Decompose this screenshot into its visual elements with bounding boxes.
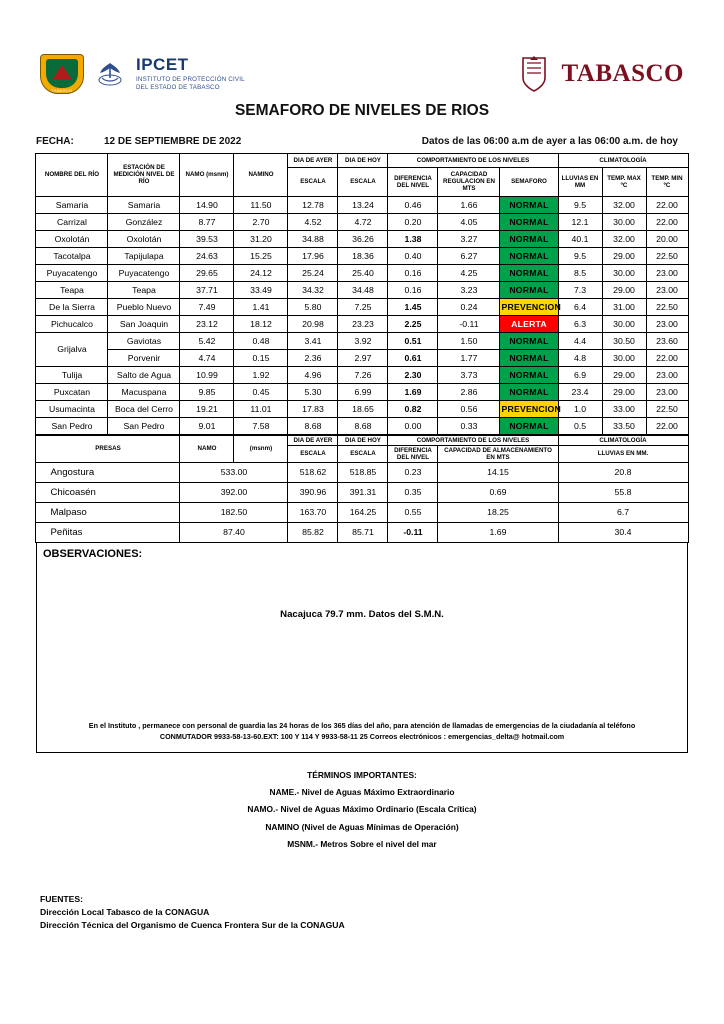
cell-diferencia: 1.38	[388, 230, 438, 247]
cell-escala-ayer: 2.36	[288, 349, 338, 366]
cell-rio: Usumacinta	[36, 400, 108, 417]
cell-namino: 0.48	[234, 332, 288, 349]
term-item: NAMO.- Nivel de Aguas Máximo Ordinario (Escala Crítica)	[247, 804, 477, 815]
shield-label: TABASCO	[51, 88, 73, 93]
cell-capacidad: 0.33	[438, 417, 500, 434]
table-row	[36, 462, 688, 482]
ipcet-acronym: IPCET	[136, 54, 189, 74]
cell-presa: Angostura	[36, 462, 180, 482]
cell-escala-ayer: 17.83	[288, 400, 338, 417]
cell-presa-diferencia: -0.11	[388, 522, 438, 542]
term-item: MSNM.- Metros Sobre el nivel del mar	[287, 838, 437, 849]
status-badge: NORMAL	[500, 417, 558, 434]
cell-estacion: Pueblo Nuevo	[108, 298, 180, 315]
table-row	[36, 264, 688, 281]
cell-diferencia: 0.82	[388, 400, 438, 417]
cell-presa-capacidad: 1.69	[438, 522, 558, 542]
cell-escala-ayer: 25.24	[288, 264, 338, 281]
cell-tempmax: 31.00	[602, 298, 646, 315]
cell-escala-ayer: 34.88	[288, 230, 338, 247]
cell-capacidad: 3.73	[438, 366, 500, 383]
source-line: Dirección Local Tabasco de la CONAGUA	[40, 906, 210, 917]
cell-namino: 0.15	[234, 349, 288, 366]
col-tempmin: TEMP. MIN ºC	[646, 168, 688, 196]
cell-tempmax: 32.00	[602, 196, 646, 213]
tabasco-logo-block	[517, 54, 684, 94]
table-row	[36, 247, 688, 264]
status-badge: NORMAL	[500, 366, 558, 383]
cell-lluvias: 4.4	[558, 332, 602, 349]
cell-rio: Pichucalco	[36, 315, 108, 332]
cell-diferencia: 0.40	[388, 247, 438, 264]
cell-tempmin: 23.00	[646, 383, 688, 400]
presas-group-dia-ayer: DIA DE AYER	[288, 435, 338, 445]
cell-presa-escala-hoy: 391.31	[338, 482, 388, 502]
cell-capacidad: 6.27	[438, 247, 500, 264]
rivers-table	[35, 153, 688, 435]
cell-escala-ayer: 4.96	[288, 366, 338, 383]
cell-presa-escala-hoy: 85.71	[338, 522, 388, 542]
cell-presa-capacidad: 0.69	[438, 482, 558, 502]
cell-tempmax: 33.50	[602, 417, 646, 434]
cell-diferencia: 2.30	[388, 366, 438, 383]
cell-presa-diferencia: 0.23	[388, 462, 438, 482]
cell-tempmin: 23.60	[646, 332, 688, 349]
cell-presa-escala-ayer: 163.70	[288, 502, 338, 522]
status-badge: NORMAL	[500, 332, 558, 349]
cell-escala-ayer: 3.41	[288, 332, 338, 349]
cell-tempmax: 29.00	[602, 247, 646, 264]
cell-presa-capacidad: 14.15	[438, 462, 558, 482]
cell-diferencia: 1.69	[388, 383, 438, 400]
cell-escala-ayer: 17.96	[288, 247, 338, 264]
cell-namo: 29.65	[180, 264, 234, 281]
cell-rio: Teapa	[36, 281, 108, 298]
presas-group-climatologia: CLIMATOLOGÍA	[558, 435, 688, 445]
cell-estacion: Samaria	[108, 196, 180, 213]
source-line: Dirección Técnica del Organismo de Cuenca Frontera Sur de la CONAGUA	[40, 919, 345, 930]
col-rio: NOMBRE DEL RÍO	[36, 154, 108, 197]
ipcet-shield-icon	[40, 54, 84, 94]
meta-row	[0, 120, 724, 153]
cell-escala-hoy: 4.72	[338, 213, 388, 230]
group-dia-ayer: DIA DE AYER	[288, 154, 338, 168]
cell-tempmin: 22.00	[646, 417, 688, 434]
cell-diferencia: 0.46	[388, 196, 438, 213]
cell-tempmax: 33.00	[602, 400, 646, 417]
cell-namino: 11.01	[234, 400, 288, 417]
cell-namino: 24.12	[234, 264, 288, 281]
group-comportamiento: COMPORTAMIENTO DE LOS NIVELES	[388, 154, 558, 168]
cell-diferencia: 0.16	[388, 264, 438, 281]
cell-lluvias: 1.0	[558, 400, 602, 417]
table-row	[36, 366, 688, 383]
cell-capacidad: 3.23	[438, 281, 500, 298]
observations-footer-line2: CONMUTADOR 9933-58-13-60.EXT: 100 Y 114 Y 9933-58-11 25 Correos electrónicos : emergencias_delta@ hotmail.com	[159, 731, 565, 741]
presas-table	[35, 435, 688, 543]
cell-capacidad: 2.86	[438, 383, 500, 400]
cell-capacidad: 4.25	[438, 264, 500, 281]
cell-presa-namo: 182.50	[180, 502, 288, 522]
cell-escala-ayer: 5.80	[288, 298, 338, 315]
cell-tempmin: 22.00	[646, 349, 688, 366]
observations-box	[36, 543, 688, 753]
cell-lluvias: 9.5	[558, 247, 602, 264]
mexico-eagle-icon	[92, 54, 128, 94]
cell-namino: 7.58	[234, 417, 288, 434]
table-row	[36, 482, 688, 502]
cell-rio: San Pedro	[36, 417, 108, 434]
cell-diferencia: 2.25	[388, 315, 438, 332]
cell-estacion: San Joaquin	[108, 315, 180, 332]
cell-presa-namo: 533.00	[180, 462, 288, 482]
cell-escala-hoy: 34.48	[338, 281, 388, 298]
cell-namo: 23.12	[180, 315, 234, 332]
observations-note: Nacajuca 79.7 mm. Datos del S.M.N.	[280, 608, 444, 620]
cell-estacion: Porvenir	[108, 349, 180, 366]
cell-escala-hoy: 7.26	[338, 366, 388, 383]
cell-presa: Malpaso	[36, 502, 180, 522]
cell-escala-hoy: 23.23	[338, 315, 388, 332]
cell-presa-lluvias: 30.4	[558, 522, 688, 542]
presas-group-comportamiento: COMPORTAMIENTO DE LOS NIVELES	[388, 435, 558, 445]
cell-escala-ayer: 12.78	[288, 196, 338, 213]
cell-rio: Grijalva	[36, 332, 108, 366]
cell-namo: 8.77	[180, 213, 234, 230]
cell-escala-hoy: 2.97	[338, 349, 388, 366]
ipcet-line2: DEL ESTADO DE TABASCO	[136, 84, 220, 91]
cell-escala-hoy: 7.25	[338, 298, 388, 315]
cell-lluvias: 12.1	[558, 213, 602, 230]
cell-namo: 9.85	[180, 383, 234, 400]
rivers-group-header-row	[36, 154, 688, 168]
cell-estacion: Macuspana	[108, 383, 180, 400]
cell-presa-capacidad: 18.25	[438, 502, 558, 522]
cell-namino: 1.92	[234, 366, 288, 383]
cell-escala-hoy: 3.92	[338, 332, 388, 349]
table-row	[36, 400, 688, 417]
cell-lluvias: 4.8	[558, 349, 602, 366]
table-row	[36, 196, 688, 213]
term-item: NAME.- Nivel de Aguas Máximo Extraordinario	[269, 787, 455, 798]
ipcet-text-block	[136, 56, 245, 93]
cell-tempmax: 30.00	[602, 264, 646, 281]
terms-block	[36, 767, 688, 853]
table-row	[36, 383, 688, 400]
cell-lluvias: 9.5	[558, 196, 602, 213]
cell-namino: 33.49	[234, 281, 288, 298]
cell-capacidad: 3.27	[438, 230, 500, 247]
tabasco-crest-icon	[517, 54, 551, 94]
presas-group-dia-hoy: DIA DE HOY	[338, 435, 388, 445]
col-lluvias: LLUVIAS EN MM	[558, 168, 602, 196]
cell-presa: Peñitas	[36, 522, 180, 542]
presas-col-escala-hoy: ESCALA	[338, 445, 388, 462]
status-badge: NORMAL	[500, 196, 558, 213]
cell-namino: 11.50	[234, 196, 288, 213]
cell-estacion: Tapijulapa	[108, 247, 180, 264]
cell-estacion: Oxolotán	[108, 230, 180, 247]
sources-block	[36, 893, 688, 932]
presas-col-capacidad: CAPACIDAD DE ALMACENAMIENTO EN MTS	[438, 445, 558, 462]
cell-escala-ayer: 4.52	[288, 213, 338, 230]
page-title: SEMAFORO DE NIVELES DE RIOS	[234, 102, 490, 119]
status-badge: PREVENCION	[500, 400, 558, 417]
cell-namo: 19.21	[180, 400, 234, 417]
cell-tempmin: 22.00	[646, 196, 688, 213]
observations-title: OBSERVACIONES:	[43, 547, 143, 560]
col-namo: NAMO (msnm)	[180, 154, 234, 197]
cell-namo: 37.71	[180, 281, 234, 298]
presas-group-header-row	[36, 435, 688, 445]
cell-lluvias: 40.1	[558, 230, 602, 247]
cell-lluvias: 6.9	[558, 366, 602, 383]
cell-estacion: Teapa	[108, 281, 180, 298]
cell-tempmin: 22.00	[646, 213, 688, 230]
cell-escala-hoy: 18.36	[338, 247, 388, 264]
group-climatologia: CLIMATOLOGÍA	[558, 154, 688, 168]
cell-presa-escala-ayer: 518.62	[288, 462, 338, 482]
cell-tempmin: 23.00	[646, 315, 688, 332]
cell-namo: 10.99	[180, 366, 234, 383]
cell-lluvias: 6.4	[558, 298, 602, 315]
cell-escala-hoy: 25.40	[338, 264, 388, 281]
cell-rio: Puyacatengo	[36, 264, 108, 281]
table-row	[36, 332, 688, 349]
col-escala-ayer: ESCALA	[288, 168, 338, 196]
cell-tempmin: 23.00	[646, 264, 688, 281]
cell-escala-hoy: 8.68	[338, 417, 388, 434]
cell-tempmax: 30.00	[602, 349, 646, 366]
table-row	[36, 502, 688, 522]
cell-capacidad: -0.11	[438, 315, 500, 332]
status-badge: PREVENCION	[500, 298, 558, 315]
cell-presa-lluvias: 55.8	[558, 482, 688, 502]
presas-col-diferencia: DIFERENCIA DEL NIVEL	[388, 445, 438, 462]
ipcet-logo-block	[40, 54, 245, 94]
col-tempmax: TEMP. MAX ºC	[602, 168, 646, 196]
table-row	[36, 298, 688, 315]
sources-heading: FUENTES:	[40, 893, 83, 904]
cell-diferencia: 0.61	[388, 349, 438, 366]
cell-presa-namo: 87.40	[180, 522, 288, 542]
cell-capacidad: 0.24	[438, 298, 500, 315]
cell-namino: 31.20	[234, 230, 288, 247]
cell-lluvias: 0.5	[558, 417, 602, 434]
table-row	[36, 230, 688, 247]
cell-estacion: Gaviotas	[108, 332, 180, 349]
table-row	[36, 213, 688, 230]
cell-capacidad: 0.56	[438, 400, 500, 417]
cell-presa-escala-ayer: 85.82	[288, 522, 338, 542]
cell-estacion: Boca del Cerro	[108, 400, 180, 417]
status-badge: ALERTA	[500, 315, 558, 332]
cell-namino: 18.12	[234, 315, 288, 332]
cell-tempmax: 29.00	[602, 383, 646, 400]
cell-namo: 7.49	[180, 298, 234, 315]
cell-presa-escala-hoy: 164.25	[338, 502, 388, 522]
cell-namo: 39.53	[180, 230, 234, 247]
status-badge: NORMAL	[500, 264, 558, 281]
col-capacidad: CAPACIDAD REGULACION EN MTS	[438, 168, 500, 196]
status-badge: NORMAL	[500, 281, 558, 298]
cell-presa-diferencia: 0.55	[388, 502, 438, 522]
cell-presa-escala-ayer: 390.96	[288, 482, 338, 502]
cell-tempmin: 22.50	[646, 400, 688, 417]
cell-namo: 24.63	[180, 247, 234, 264]
status-badge: NORMAL	[500, 230, 558, 247]
status-badge: NORMAL	[500, 213, 558, 230]
cell-namo: 14.90	[180, 196, 234, 213]
cell-rio: Carrizal	[36, 213, 108, 230]
status-badge: NORMAL	[500, 349, 558, 366]
status-badge: NORMAL	[500, 383, 558, 400]
presas-col-lluvias: LLUVIAS EN MM.	[558, 445, 688, 462]
cell-namo: 5.42	[180, 332, 234, 349]
cell-diferencia: 0.16	[388, 281, 438, 298]
col-namino: NAMINO	[234, 154, 288, 197]
observations-footer	[37, 720, 687, 742]
cell-capacidad: 1.77	[438, 349, 500, 366]
col-estacion: ESTACIÓN DE MEDICIÓN NIVEL DE RÍO	[108, 154, 180, 197]
cell-escala-ayer: 5.30	[288, 383, 338, 400]
cell-presa: Chicoasén	[36, 482, 180, 502]
cell-lluvias: 8.5	[558, 264, 602, 281]
document-header	[0, 0, 724, 93]
cell-diferencia: 1.45	[388, 298, 438, 315]
cell-escala-ayer: 20.98	[288, 315, 338, 332]
cell-escala-hoy: 6.99	[338, 383, 388, 400]
cell-tempmax: 30.50	[602, 332, 646, 349]
col-diferencia: DIFERENCIA DEL NIVEL	[388, 168, 438, 196]
cell-escala-hoy: 13.24	[338, 196, 388, 213]
fecha-label: FECHA:	[36, 136, 74, 147]
cell-diferencia: 0.20	[388, 213, 438, 230]
group-dia-hoy: DIA DE HOY	[338, 154, 388, 168]
cell-tempmax: 29.00	[602, 281, 646, 298]
cell-escala-hoy: 36.26	[338, 230, 388, 247]
presas-msnm-label: (msnm)	[234, 435, 288, 462]
cell-estacion: González	[108, 213, 180, 230]
cell-presa-diferencia: 0.35	[388, 482, 438, 502]
cell-escala-ayer: 8.68	[288, 417, 338, 434]
cell-tempmin: 22.50	[646, 298, 688, 315]
ipcet-line1: INSTITUTO DE PROTECCIÓN CIVIL	[136, 75, 245, 83]
cell-namino: 1.41	[234, 298, 288, 315]
cell-rio: Tacotalpa	[36, 247, 108, 264]
cell-capacidad: 4.05	[438, 213, 500, 230]
cell-lluvias: 23.4	[558, 383, 602, 400]
tabasco-wordmark: TABASCO	[561, 60, 684, 87]
cell-lluvias: 6.3	[558, 315, 602, 332]
table-row	[36, 522, 688, 542]
cell-tempmax: 30.00	[602, 315, 646, 332]
cell-escala-hoy: 18.65	[338, 400, 388, 417]
status-badge: NORMAL	[500, 247, 558, 264]
cell-namino: 15.25	[234, 247, 288, 264]
cell-presa-escala-hoy: 518.85	[338, 462, 388, 482]
table-row	[36, 349, 688, 366]
cell-tempmax: 32.00	[602, 230, 646, 247]
presas-col-escala-ayer: ESCALA	[288, 445, 338, 462]
cell-tempmax: 30.00	[602, 213, 646, 230]
term-item: NAMINO (Nivel de Aguas Mínimas de Operación)	[265, 821, 459, 832]
cell-presa-lluvias: 6.7	[558, 502, 688, 522]
presas-namo-label: NAMO	[180, 435, 234, 462]
cell-rio: Puxcatan	[36, 383, 108, 400]
cell-tempmax: 29.00	[602, 366, 646, 383]
presas-title: PRESAS	[36, 435, 180, 462]
cell-diferencia: 0.51	[388, 332, 438, 349]
cell-presa-lluvias: 20.8	[558, 462, 688, 482]
cell-namo: 9.01	[180, 417, 234, 434]
cell-rio: Oxolotán	[36, 230, 108, 247]
cell-tempmin: 20.00	[646, 230, 688, 247]
cell-rio: De la Sierra	[36, 298, 108, 315]
cell-tempmin: 23.00	[646, 281, 688, 298]
cell-estacion: San Pedro	[108, 417, 180, 434]
fecha-value: 12 DE SEPTIEMBRE DE 2022	[104, 136, 242, 147]
cell-namino: 0.45	[234, 383, 288, 400]
cell-capacidad: 1.66	[438, 196, 500, 213]
cell-rio: Samaria	[36, 196, 108, 213]
col-escala-hoy: ESCALA	[338, 168, 388, 196]
table-row	[36, 281, 688, 298]
cell-rio: Tulija	[36, 366, 108, 383]
table-row	[36, 315, 688, 332]
cell-namino: 2.70	[234, 213, 288, 230]
observations-footer-line1: En el Instituto , permanece con personal de guardia las 24 horas de los 365 días del año, para atención de llamadas de emergencias de la ciudadanía al teléfono	[88, 720, 636, 730]
cell-estacion: Puyacatengo	[108, 264, 180, 281]
cell-namo: 4.74	[180, 349, 234, 366]
cell-capacidad: 1.50	[438, 332, 500, 349]
terms-heading: TÉRMINOS IMPORTANTES:	[307, 769, 417, 780]
table-row	[36, 417, 688, 434]
cell-tempmin: 22.50	[646, 247, 688, 264]
cell-escala-ayer: 34.32	[288, 281, 338, 298]
cell-presa-namo: 392.00	[180, 482, 288, 502]
cell-lluvias: 7.3	[558, 281, 602, 298]
cell-diferencia: 0.00	[388, 417, 438, 434]
datos-range-text: Datos de las 06:00 a.m de ayer a las 06:00 a.m. de hoy	[421, 136, 678, 147]
cell-estacion: Salto de Agua	[108, 366, 180, 383]
col-semaforo: SEMAFORO	[500, 168, 558, 196]
cell-tempmin: 23.00	[646, 366, 688, 383]
